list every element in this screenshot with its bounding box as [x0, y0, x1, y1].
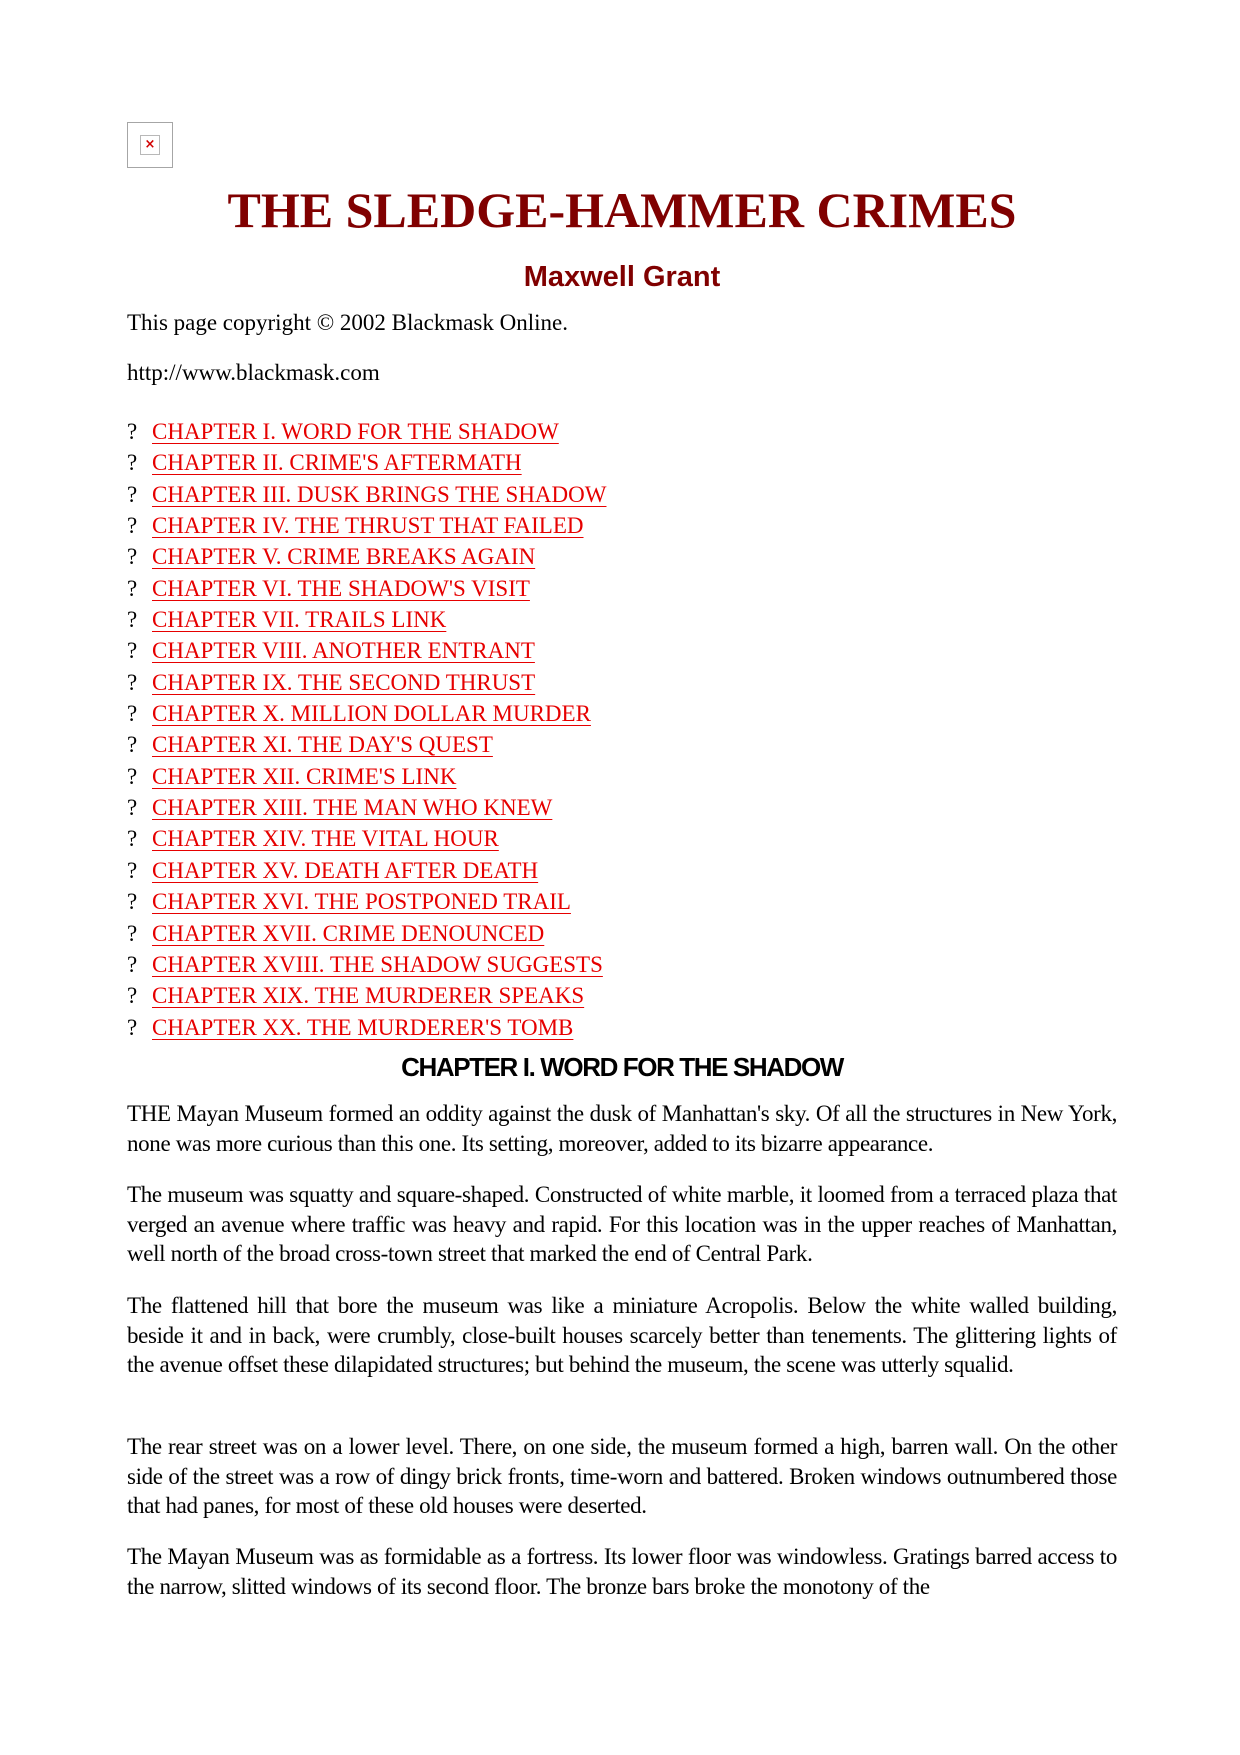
- toc-link-chapter-12[interactable]: CHAPTER XII. CRIME'S LINK: [152, 763, 457, 789]
- chapter-paragraph: The rear street was on a lower level. There, on one side, the museum formed a high, barren wall. On the other side of the street was a row of dingy brick fronts, time-worn and battered. Broken windows outnumbered those that had panes, for most of these old houses were deserted.: [127, 1434, 1117, 1518]
- book-author: Maxwell Grant: [523, 261, 721, 293]
- broken-image-x-icon: ×: [140, 135, 160, 155]
- toc-link-chapter-4[interactable]: CHAPTER IV. THE THRUST THAT FAILED: [152, 513, 584, 539]
- toc-link-chapter-14[interactable]: CHAPTER XIV. THE VITAL HOUR: [152, 826, 499, 852]
- toc-link-chapter-18[interactable]: CHAPTER XVIII. THE SHADOW SUGGESTS: [152, 951, 603, 977]
- toc-link-chapter-3[interactable]: CHAPTER III. DUSK BRINGS THE SHADOW: [152, 481, 607, 507]
- broken-image-icon: [127, 122, 173, 168]
- toc-item: [127, 918, 606, 949]
- toc-link-chapter-13[interactable]: CHAPTER XIII. THE MAN WHO KNEW: [152, 795, 553, 821]
- chapter-paragraph: The museum was squatty and square-shaped. Constructed of white marble, it loomed from a terraced plaza that verged an avenue where traffic was heavy and rapid. For this location was in the upper reaches of Manhattan, well north of the broad cross-town street that marked the end of Central Park.: [127, 1182, 1117, 1266]
- toc-bullet: ?: [127, 795, 138, 821]
- toc-item: [127, 1012, 606, 1043]
- toc-link-chapter-8[interactable]: CHAPTER VIII. ANOTHER ENTRANT: [152, 638, 535, 664]
- toc-item: [127, 949, 606, 980]
- toc-bullet: ?: [127, 951, 138, 977]
- toc-item: [127, 510, 606, 541]
- toc-bullet: ?: [127, 732, 138, 758]
- toc-bullet: ?: [127, 701, 138, 727]
- toc-bullet: ?: [127, 638, 138, 664]
- toc-bullet: ?: [127, 857, 138, 883]
- toc-item: [127, 980, 606, 1011]
- book-title: THE SLEDGE-HAMMER CRIMES: [227, 182, 1017, 238]
- toc-link-chapter-11[interactable]: CHAPTER XI. THE DAY'S QUEST: [152, 732, 493, 758]
- toc-link-chapter-1[interactable]: CHAPTER I. WORD FOR THE SHADOW: [152, 419, 559, 444]
- toc-bullet: ?: [127, 1014, 138, 1040]
- toc-bullet: ?: [127, 826, 138, 852]
- toc-bullet: ?: [127, 669, 138, 695]
- toc-link-chapter-16[interactable]: CHAPTER XVI. THE POSTPONED TRAIL: [152, 889, 571, 915]
- toc-link-chapter-15[interactable]: CHAPTER XV. DEATH AFTER DEATH: [152, 857, 539, 883]
- toc-link-chapter-9[interactable]: CHAPTER IX. THE SECOND THRUST: [152, 669, 536, 695]
- toc-link-chapter-20[interactable]: CHAPTER XX. THE MURDERER'S TOMB: [152, 1014, 574, 1040]
- toc-bullet: ?: [127, 419, 138, 444]
- toc-item: [127, 729, 606, 760]
- toc-bullet: ?: [127, 481, 138, 507]
- chapter-heading: CHAPTER I. WORD FOR THE SHADOW: [401, 1052, 843, 1082]
- toc-item: [127, 635, 606, 666]
- toc-link-chapter-19[interactable]: CHAPTER XIX. THE MURDERER SPEAKS: [152, 983, 585, 1009]
- toc-item: [127, 698, 606, 729]
- toc-bullet: ?: [127, 920, 138, 946]
- toc-link-chapter-2[interactable]: CHAPTER II. CRIME'S AFTERMATH: [152, 450, 522, 476]
- toc-link-chapter-10[interactable]: CHAPTER X. MILLION DOLLAR MURDER: [152, 701, 591, 727]
- toc-bullet: ?: [127, 889, 138, 915]
- chapter-paragraph: THE Mayan Museum formed an oddity against the dusk of Manhattan's sky. Of all the structures in New York, none was more curious than this one. Its setting, moreover, added to its bizarre appearance.: [127, 1101, 1117, 1156]
- toc-item: [127, 541, 606, 572]
- toc-link-chapter-5[interactable]: CHAPTER V. CRIME BREAKS AGAIN: [152, 544, 536, 570]
- toc-item: [127, 823, 606, 854]
- toc-item: [127, 416, 606, 447]
- toc-bullet: ?: [127, 763, 138, 789]
- toc-bullet: ?: [127, 607, 138, 633]
- toc-link-chapter-6[interactable]: CHAPTER VI. THE SHADOW'S VISIT: [152, 575, 530, 601]
- toc-item: [127, 479, 606, 510]
- toc-link-chapter-17[interactable]: CHAPTER XVII. CRIME DENOUNCED: [152, 920, 545, 946]
- toc-link-chapter-7[interactable]: CHAPTER VII. TRAILS LINK: [152, 607, 447, 633]
- chapter-paragraph: The flattened hill that bore the museum was like a miniature Acropolis. Below the white walled building, beside it and in back, were crumbly, close-built houses scarcely better than tenements. The glittering lights of the avenue offset these dilapidated structures; but behind the museum, the scene was utterly squalid.: [127, 1293, 1117, 1377]
- chapter-paragraph: The Mayan Museum was as formidable as a fortress. Its lower floor was windowless. Gratings barred access to the narrow, slitted windows of its second floor. The bronze bars broke the monotony of the: [127, 1544, 1117, 1599]
- toc-bullet: ?: [127, 575, 138, 601]
- toc-item: [127, 886, 606, 917]
- toc-bullet: ?: [127, 450, 138, 476]
- toc-item: [127, 573, 606, 604]
- toc-bullet: ?: [127, 513, 138, 539]
- toc-item: [127, 792, 606, 823]
- toc-item: [127, 447, 606, 478]
- copyright-notice: This page copyright © 2002 Blackmask Online.: [127, 310, 568, 335]
- toc-item: [127, 667, 606, 698]
- table-of-contents: [127, 416, 606, 1043]
- toc-item: [127, 855, 606, 886]
- toc-bullet: ?: [127, 983, 138, 1009]
- toc-item: [127, 604, 606, 635]
- toc-item: [127, 761, 606, 792]
- toc-bullet: ?: [127, 544, 138, 570]
- site-url: http://www.blackmask.com: [127, 360, 380, 385]
